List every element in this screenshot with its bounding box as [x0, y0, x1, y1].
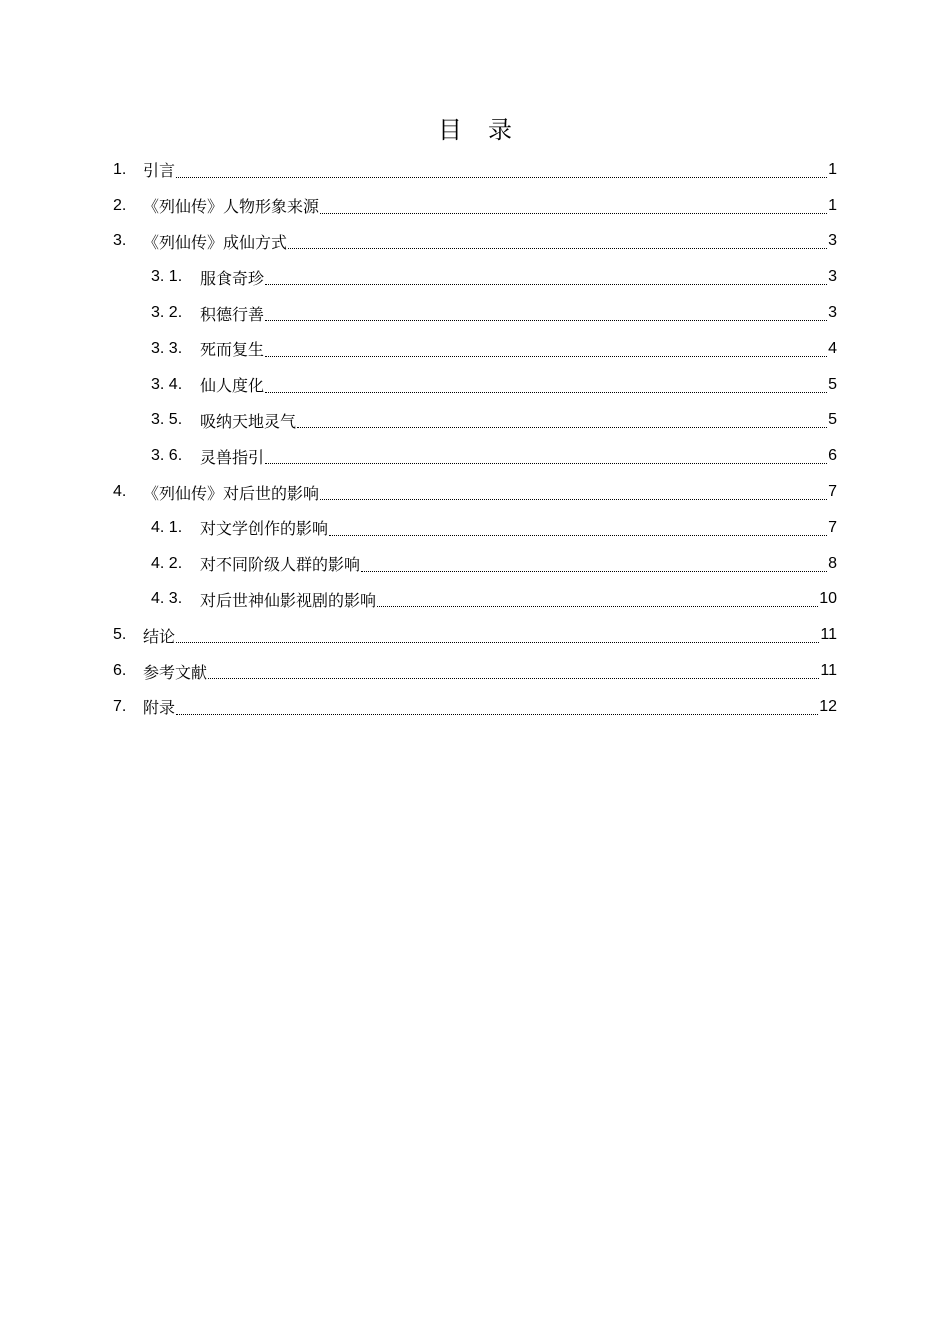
toc-entry-page-number: 10 — [819, 590, 837, 608]
toc-dot-leader — [265, 356, 827, 357]
toc-entry[interactable] — [113, 403, 837, 439]
toc-entry[interactable] — [113, 367, 837, 403]
toc-entry-number: 3. 4. — [151, 375, 183, 393]
toc-entry[interactable] — [113, 224, 837, 260]
toc-dot-leader — [265, 320, 827, 321]
toc-entry[interactable] — [113, 689, 837, 725]
toc-entry-number: 4. 2. — [151, 554, 183, 572]
toc-entry[interactable] — [113, 331, 837, 367]
toc-entry[interactable] — [113, 582, 837, 618]
toc-entry-page-number: 6 — [828, 447, 837, 465]
toc-entry-number: 3. 6. — [151, 447, 183, 465]
toc-entry-label[interactable]: 引言 — [143, 161, 176, 181]
toc-dot-leader — [361, 571, 827, 572]
toc-entry[interactable] — [113, 653, 837, 689]
toc-entry-label[interactable]: 附录 — [143, 698, 176, 718]
toc-entry-number: 2. — [113, 196, 127, 214]
toc-entry-label[interactable]: 对后世神仙影视剧的影响 — [200, 590, 377, 610]
toc-entry-number: 3. 2. — [151, 304, 183, 322]
toc-entry-page-number: 11 — [820, 662, 837, 680]
toc-dot-leader — [288, 248, 827, 249]
toc-title-char: 目 — [438, 116, 462, 144]
table-of-contents — [113, 152, 837, 725]
toc-title-char: 录 — [488, 116, 512, 144]
toc-dot-leader — [176, 642, 819, 643]
toc-entry-label[interactable]: 积德行善 — [200, 304, 265, 324]
toc-entry-label[interactable]: 《列仙传》人物形象来源 — [143, 197, 320, 217]
toc-entry-page-number: 4 — [828, 339, 837, 357]
toc-entry-page-number: 11 — [820, 626, 837, 644]
toc-entry-label[interactable]: 死而复生 — [200, 340, 265, 360]
toc-entry-page-number: 12 — [819, 697, 837, 715]
toc-entry-label[interactable]: 仙人度化 — [200, 376, 265, 396]
toc-entry-label[interactable]: 对文学创作的影响 — [200, 519, 329, 539]
toc-entry-page-number: 1 — [828, 160, 837, 178]
toc-dot-leader — [320, 499, 827, 500]
toc-entry-page-number: 3 — [828, 304, 837, 322]
toc-entry[interactable] — [113, 295, 837, 331]
toc-entry-number: 4. 1. — [151, 518, 183, 536]
toc-entry-number: 3. 5. — [151, 411, 183, 429]
toc-entry[interactable] — [113, 474, 837, 510]
toc-entry-label[interactable]: 吸纳天地灵气 — [200, 411, 297, 431]
toc-dot-leader — [208, 678, 819, 679]
toc-entry-number: 4. 3. — [151, 590, 183, 608]
toc-entry-number: 7. — [113, 697, 127, 715]
toc-dot-leader — [377, 606, 818, 607]
toc-entry-page-number: 1 — [828, 196, 837, 214]
toc-dot-leader — [320, 213, 827, 214]
toc-entry-label[interactable]: 服食奇珍 — [200, 268, 265, 288]
toc-entry-label[interactable]: 《列仙传》成仙方式 — [143, 232, 288, 252]
toc-dot-leader — [329, 535, 827, 536]
toc-dot-leader — [265, 392, 827, 393]
toc-entry[interactable] — [113, 188, 837, 224]
toc-entry-page-number: 3 — [828, 232, 837, 250]
toc-dot-leader — [265, 284, 827, 285]
toc-entry-number: 6. — [113, 662, 127, 680]
toc-dot-leader — [265, 463, 827, 464]
toc-dot-leader — [297, 427, 827, 428]
toc-entry-page-number: 5 — [828, 411, 837, 429]
toc-entry-page-number: 3 — [828, 268, 837, 286]
toc-entry-number: 3. — [113, 232, 127, 250]
toc-entry-page-number: 5 — [828, 375, 837, 393]
toc-entry-label[interactable]: 对不同阶级人群的影响 — [200, 555, 361, 575]
toc-dot-leader — [176, 177, 827, 178]
toc-entry-number: 3. 3. — [151, 339, 183, 357]
toc-entry[interactable] — [113, 152, 837, 188]
toc-entry[interactable] — [113, 546, 837, 582]
toc-dot-leader — [176, 714, 818, 715]
toc-entry[interactable] — [113, 510, 837, 546]
toc-entry-number: 3. 1. — [151, 268, 183, 286]
toc-entry-label[interactable]: 结论 — [143, 626, 176, 646]
toc-entry-label[interactable]: 《列仙传》对后世的影响 — [143, 483, 320, 503]
toc-entry-page-number: 7 — [828, 483, 837, 501]
toc-entry[interactable] — [113, 617, 837, 653]
toc-entry-label[interactable]: 参考文献 — [143, 662, 208, 682]
toc-title — [0, 113, 950, 147]
toc-entry-label[interactable]: 灵兽指引 — [200, 447, 265, 467]
toc-entry-page-number: 7 — [828, 518, 837, 536]
toc-entry-number: 1. — [113, 160, 127, 178]
toc-entry-page-number: 8 — [828, 554, 837, 572]
toc-entry-number: 5. — [113, 626, 127, 644]
toc-entry[interactable] — [113, 438, 837, 474]
toc-entry-number: 4. — [113, 483, 127, 501]
toc-entry[interactable] — [113, 259, 837, 295]
